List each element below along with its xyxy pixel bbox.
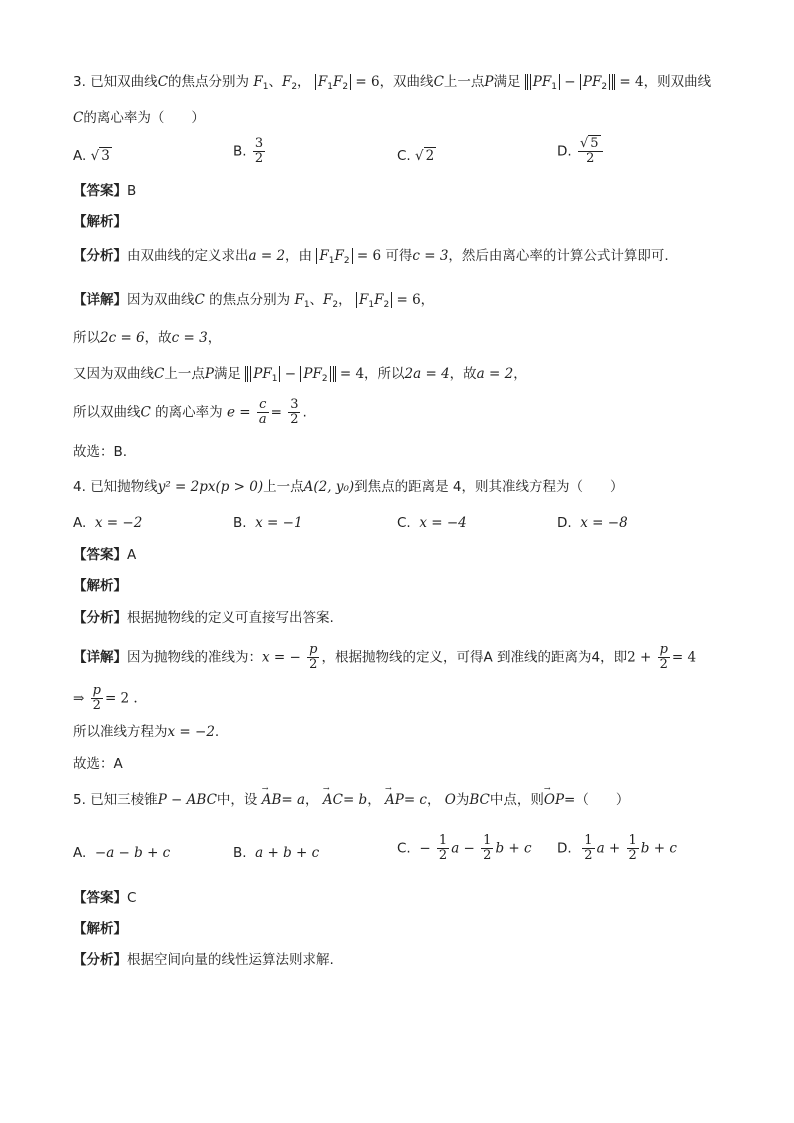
q5-option-c: C. − $\frac{1}{2}$ a − $\frac{1}{2}$ b + c [397, 833, 532, 863]
q4-fenxi: 【分析】根据抛物线的定义可直接写出答案. [73, 610, 334, 626]
q4-stem: 4. 已知抛物线y² = 2px(p > 0)上一点A(2, y₀)到焦点的距离是 4，则其准线方程为（ ） [73, 479, 624, 495]
q3-option-a: A. √ 3 [73, 148, 110, 164]
q5-option-d: D. $\frac{1}{2}$ a + $\frac{1}{2}$ b + c [557, 833, 677, 863]
q3-xiangjie-line4: 所以双曲线C 的离心率为 e = $\frac{c}{a}$ = $\frac{3}{2}$ . [73, 397, 307, 427]
q3-guxuan: 故选：B. [73, 444, 128, 460]
q4-option-d: D. x = −8 [557, 515, 628, 531]
q3-answer: 【答案】B [73, 183, 137, 199]
q3-stem-line1: 3. 已知双曲线C的焦点分别为 $F_1$、$F_2$， $F_1F_2 = 6$，双曲线C上一点P满足 $PF_1 - PF_2 = 4$，则双曲线 [73, 74, 712, 92]
q4-xiangjie-line1: 【详解】因为抛物线的准线为：x = − $\frac{p}{2}$ ，根据抛物线的定义，可得A 到准线的距离为4，即2 + $\frac{p}{2}$ = 4 [73, 642, 697, 672]
q4-xiangjie-line3: 所以准线方程为x = −2. [73, 724, 220, 740]
q4-analysis-heading: 【解析】 [73, 578, 127, 594]
q3-xiangjie-line3: 又因为双曲线C上一点P满足 $PF_1 - PF_2 = 4$，所以2a = 4，故a = 2， [73, 366, 527, 384]
q3-analysis-heading: 【解析】 [73, 214, 127, 230]
q4-option-c: C. x = −4 [397, 515, 467, 531]
q4-answer: 【答案】A [73, 547, 137, 563]
q5-answer: 【答案】C [73, 890, 137, 906]
q4-option-a: A. x = −2 [73, 515, 143, 531]
q5-option-b: B. a + b + c [233, 845, 320, 861]
q3-xiangjie-line2: 所以2c = 6，故c = 3， [73, 330, 222, 346]
q3-xiangjie-line1: 【详解】因为双曲线C 的焦点分别为 $F_1$、$F_2$， $F_1F_2 = 6$， [73, 292, 435, 310]
q3-stem-line2: C的离心率为（ ） [73, 110, 205, 126]
q3-option-b: B. $\frac{3}{2}$ [233, 136, 264, 166]
q5-analysis-heading: 【解析】 [73, 921, 127, 937]
q3-fenxi: 【分析】由双曲线的定义求出a = 2，由 $F_1F_2 = 6$ 可得c = 3，然后由离心率的计算公式计算即可. [73, 248, 669, 266]
q4-xiangjie-line2: ⇒ $\frac{p}{2}$ = 2 . [73, 683, 138, 713]
q5-stem: 5. 已知三棱锥P − ABC中，设 → AB= a， → AC= b， → AP= c， O为BC中点，则→ OP=（ ） [73, 790, 629, 810]
q4-guxuan: 故选：A [73, 756, 123, 772]
q3-option-d: D. $\frac{√ 5}{2}$ [557, 137, 605, 166]
q5-option-a: A. −a − b + c [73, 845, 171, 861]
q3-option-c: C. √ 2 [397, 148, 435, 164]
q4-option-b: B. x = −1 [233, 515, 303, 531]
q5-fenxi: 【分析】根据空间向量的线性运算法则求解. [73, 952, 334, 968]
